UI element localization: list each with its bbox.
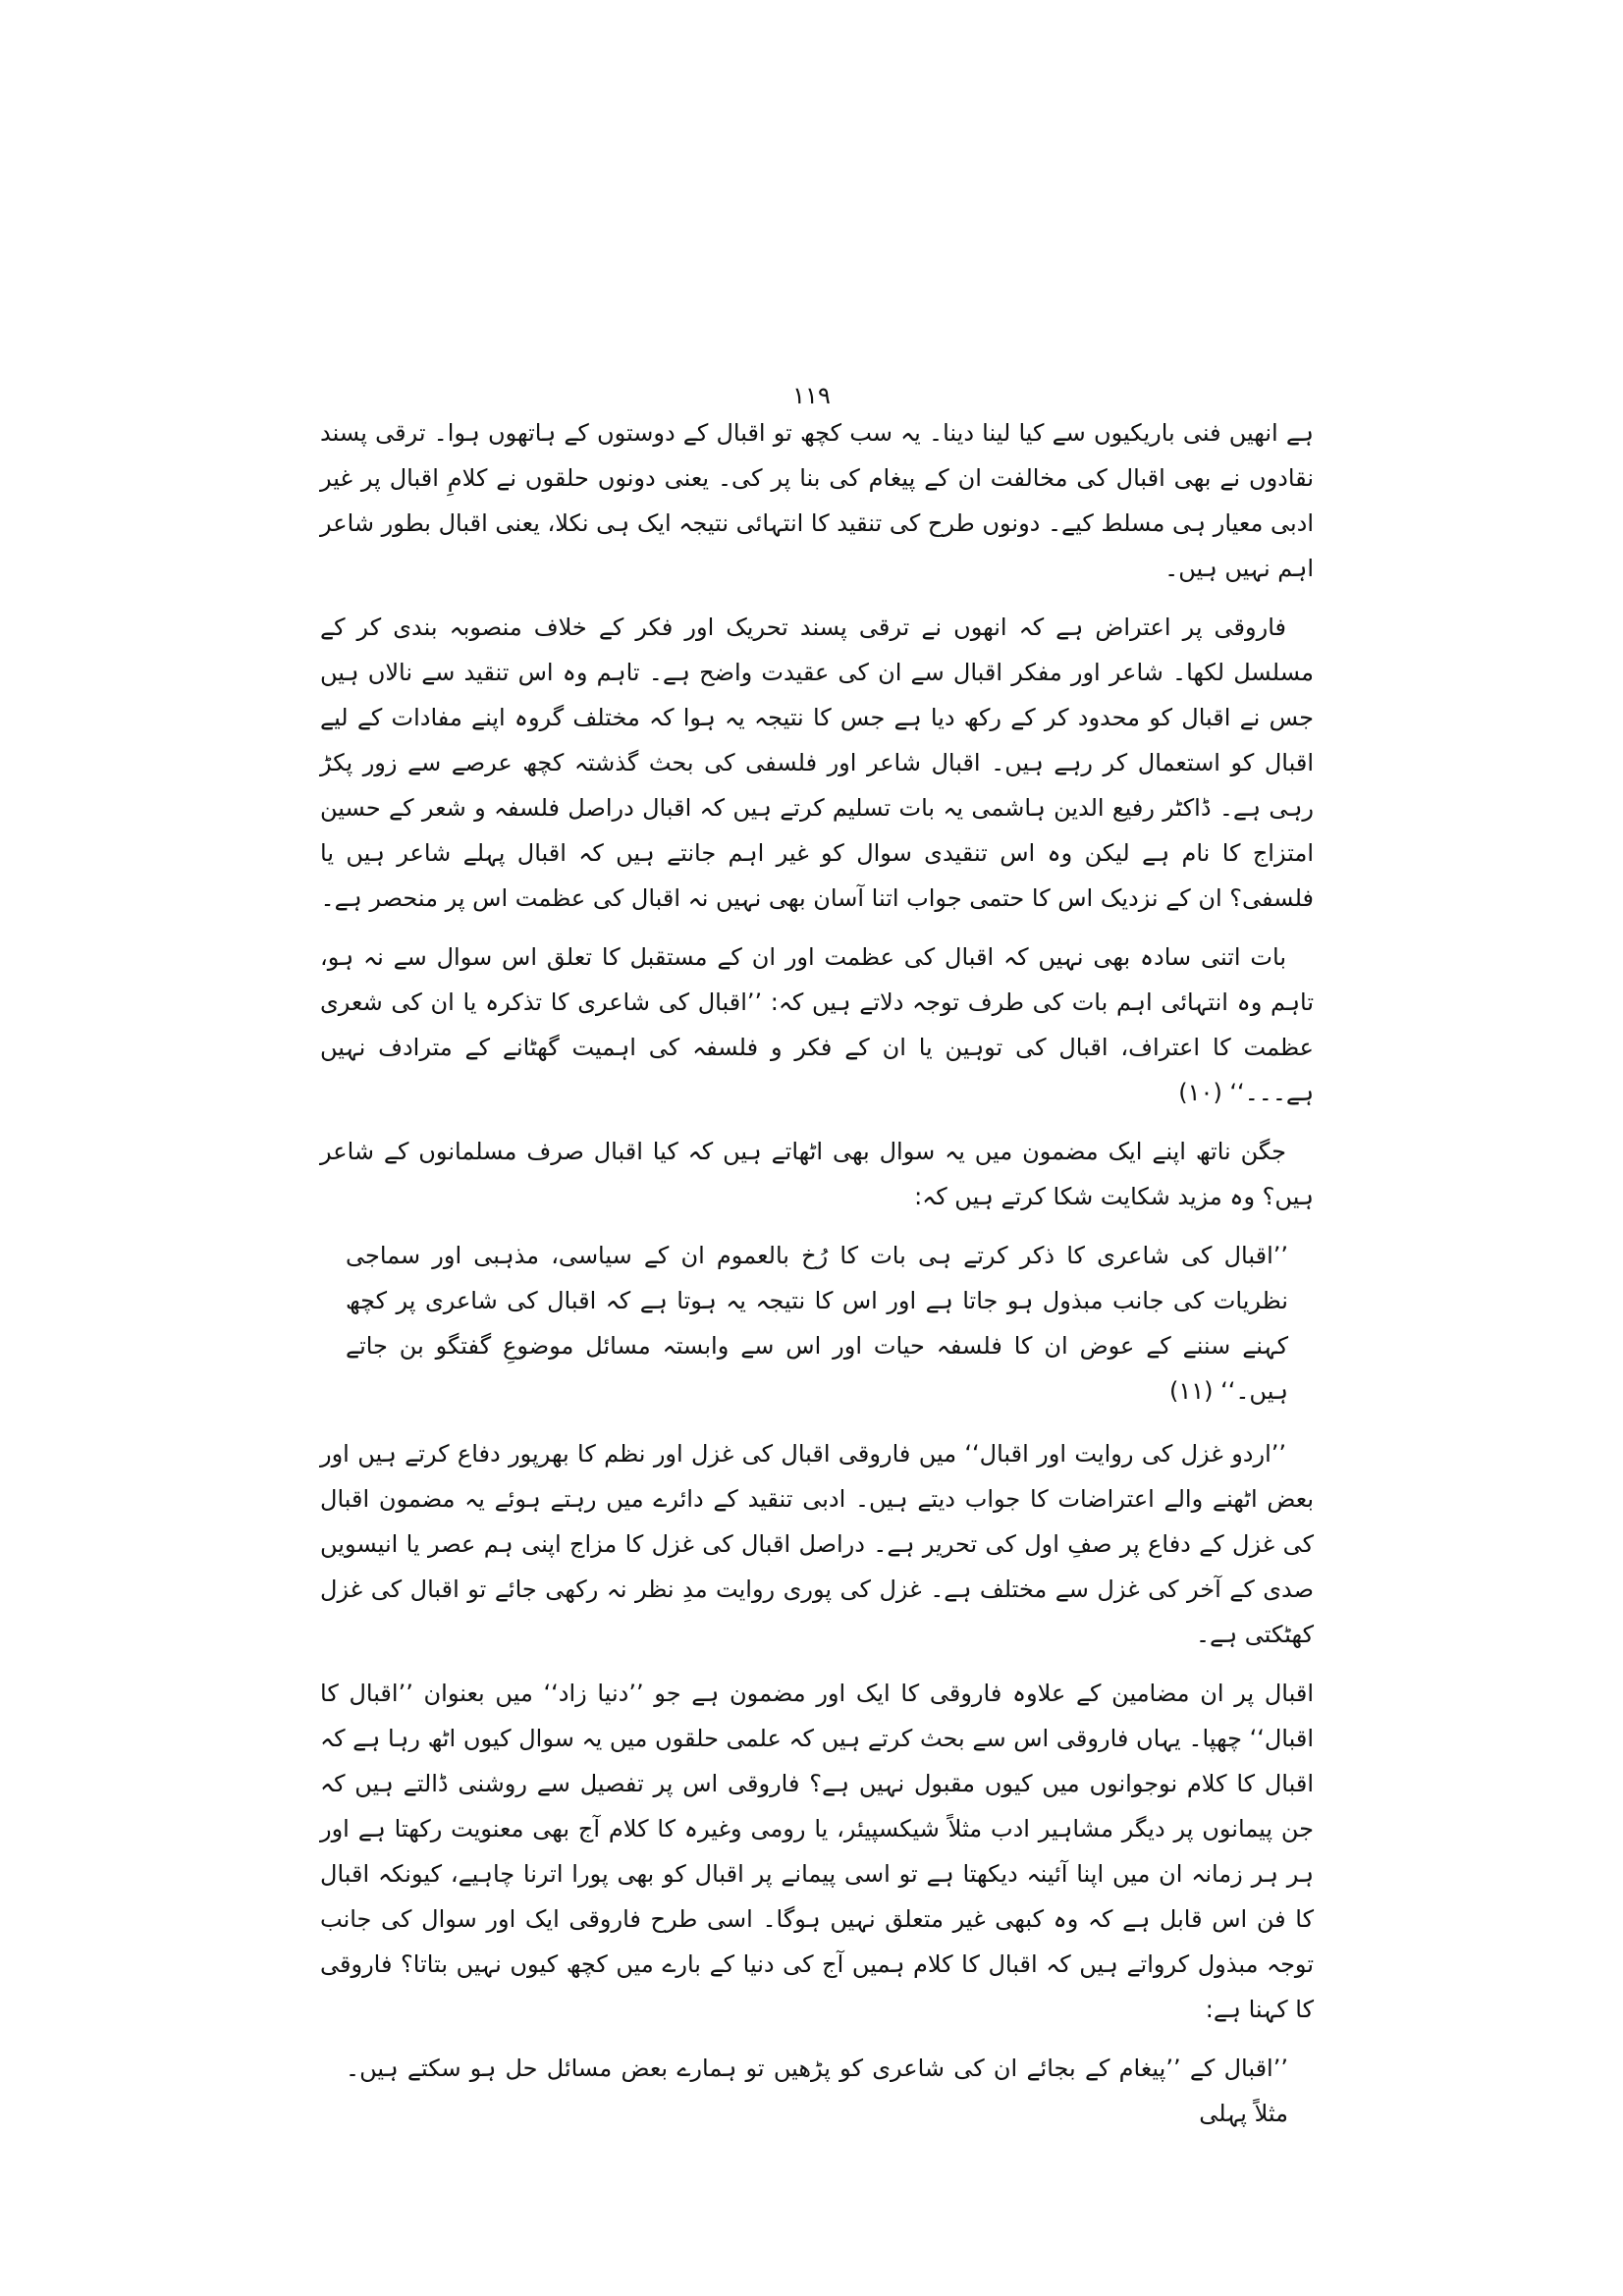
paragraph-5: ’’اردو غزل کی روایت اور اقبال‘‘ میں فاروقی اقبال کی غزل اور نظم کا بھرپور دفاع کرتے ہیں اور بعض اٹھنے والے اعتراضات کا جواب دیتے ہیں۔ ادبی تنقید کے دائرے میں رہتے ہوئے یہ مضمون اقبال کی غزل کے دفاع پر صفِ اول کی تحریر ہے۔ دراصل اقبال کی غزل کا مزاج اپنی ہم عصر یا انیسویں صدی کے آخر کی غزل سے مختلف ہے۔ غزل کی پوری روایت مدِ نظر نہ رکھی جائے تو اقبال کی غزل کھٹکتی ہے۔: [320, 1440, 1314, 1648]
paragraph-4: جگن ناتھ اپنے ایک مضمون میں یہ سوال بھی اٹھاتے ہیں کہ کیا اقبال صرف مسلمانوں کے شاعر ہیں؟ وہ مزید شکایت شکا کرتے ہیں کہ:: [320, 1138, 1314, 1210]
paragraph-2: فاروقی پر اعتراض ہے کہ انھوں نے ترقی پسند تحریک اور فکر کے خلاف منصوبہ بندی کر کے مسلسل لکھا۔ شاعر اور مفکر اقبال سے ان کی عقیدت واضح ہے۔ تاہم وہ اس تنقید سے نالاں ہیں جس نے اقبال کو محدود کر کے رکھ دیا ہے جس کا نتیجہ یہ ہوا کہ مختلف گروہ اپنے مفادات کے لیے اقبال کو استعمال کر رہے ہیں۔ اقبال شاعر اور فلسفی کی بحث گذشتہ کچھ عرصے سے زور پکڑ رہی ہے۔ ڈاکٹر رفیع الدین ہاشمی یہ بات تسلیم کرتے ہیں کہ اقبال دراصل فلسفہ و شعر کے حسین امتزاج کا نام ہے لیکن وہ اس تنقیدی سوال کو غیر اہم جانتے ہیں کہ اقبال پہلے شاعر ہیں یا فلسفی؟ ان کے نزدیک اس کا حتمی جواب اتنا آسان بھی نہیں نہ اقبال کی عظمت اس پر منحصر ہے۔: [320, 614, 1314, 912]
paragraph-3: بات اتنی سادہ بھی نہیں کہ اقبال کی عظمت اور ان کے مستقبل کا تعلق اس سوال سے نہ ہو، تاہم وہ انتہائی اہم بات کی طرف توجہ دلاتے ہیں کہ: ’’اقبال کی شاعری کا تذکرہ یا ان کی شعری عظمت کا اعتراف، اقبال کی توہین یا ان کے فکر و فلسفہ کی اہمیت گھٹانے کے مترادف نہیں ہے۔۔۔‘‘ (۱۰): [320, 943, 1314, 1106]
paragraph-1: ہے انھیں فنی باریکیوں سے کیا لینا دینا۔ یہ سب کچھ تو اقبال کے دوستوں کے ہاتھوں ہوا۔ ترقی پسند نقادوں نے بھی اقبال کی مخالفت ان کے پیغام کی بنا پر کی۔ یعنی دونوں حلقوں نے کلامِ اقبال پر غیر ادبی معیار ہی مسلط کیے۔ دونوں طرح کی تنقید کا انتہائی نتیجہ ایک ہی نکلا، یعنی اقبال بطور شاعر اہم نہیں ہیں۔: [320, 419, 1314, 582]
block-quote-1: ’’اقبال کی شاعری کا ذکر کرتے ہی بات کا رُخ بالعموم ان کے سیاسی، مذہبی اور سماجی نظریات کی جانب مبذول ہو جاتا ہے اور اس کا نتیجہ یہ ہوتا ہے کہ اقبال کی شاعری پر کچھ کہنے سننے کے عوض ان کا فلسفہ حیات اور اس سے وابستہ مسائل موضوعِ گفتگو بن جاتے ہیں۔‘‘ (۱۱): [346, 1242, 1288, 1405]
page-number: ۱۱۹: [792, 382, 831, 409]
main-text: [320, 410, 1314, 2154]
paragraph-6: اقبال پر ان مضامین کے علاوہ فاروقی کا ایک اور مضمون ہے جو ’’دنیا زاد‘‘ میں بعنوان ’’اقبال کا اقبال‘‘ چھپا۔ یہاں فاروقی اس سے بحث کرتے ہیں کہ علمی حلقوں میں یہ سوال کیوں اٹھ رہا ہے کہ اقبال کا کلام نوجوانوں میں کیوں مقبول نہیں ہے؟ فاروقی اس پر تفصیل سے روشنی ڈالتے ہیں کہ جن پیمانوں پر دیگر مشاہیر ادب مثلاً شیکسپیئر، یا رومی وغیرہ کا کلام آج بھی معنویت رکھتا ہے اور ہر ہر زمانہ ان میں اپنا آئینہ دیکھتا ہے تو اسی پیمانے پر اقبال کو بھی پورا اترنا چاہیے، کیونکہ اقبال کا فن اس قابل ہے کہ وہ کبھی غیر متعلق نہیں ہوگا۔ اسی طرح فاروقی ایک اور سوال کی جانب توجہ مبذول کرواتے ہیں کہ اقبال کا کلام ہمیں آج کی دنیا کے بارے میں کچھ کیوں نہیں بتاتا؟ فاروقی کا کہنا ہے:: [320, 1680, 1314, 2023]
block-quote-2: ’’اقبال کے ’’پیغام کے بجائے ان کی شاعری کو پڑھیں تو ہمارے بعض مسائل حل ہو سکتے ہیں۔ مثلاً پہلی: [346, 2055, 1288, 2127]
